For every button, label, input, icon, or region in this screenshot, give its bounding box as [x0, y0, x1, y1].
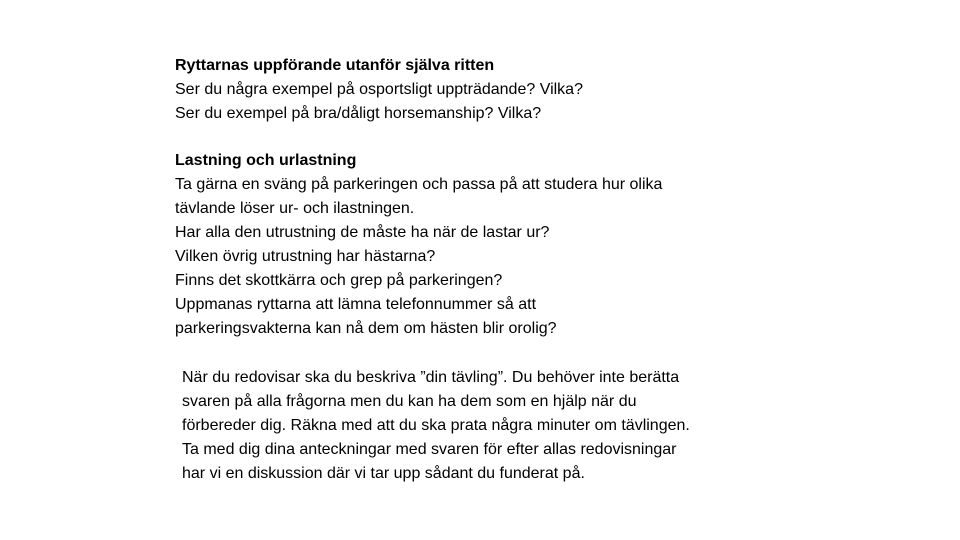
section-behaviour — [175, 54, 583, 126]
question-line: tävlande löser ur- och ilastningen. — [175, 200, 415, 217]
question-line: Uppmanas ryttarna att lämna telefonnummer så att — [175, 296, 537, 313]
question-line: Har alla den utrustning de måste ha när de lastar ur? — [175, 224, 550, 241]
instruction-line: svaren på alla frågorna men du kan ha dem som en hjälp när du — [182, 393, 637, 410]
instruction-line: Ta med dig dina anteckningar med svaren för efter allas redovisningar — [182, 441, 677, 458]
instruction-line: har vi en diskussion där vi tar upp sådant du funderat på. — [182, 465, 585, 482]
instruction-line: förbereder dig. Räkna med att du ska prata några minuter om tävlingen. — [182, 417, 690, 434]
question-line: Finns det skottkärra och grep på parkeringen? — [175, 272, 503, 289]
section-instructions — [182, 366, 690, 486]
section-loading — [175, 149, 662, 341]
section-heading: Lastning och urlastning — [175, 152, 357, 169]
question-line: Ta gärna en sväng på parkeringen och passa på att studera hur olika — [175, 176, 663, 193]
question-line: Vilken övrig utrustning har hästarna? — [175, 248, 436, 265]
question-line: Ser du exempel på bra/dåligt horsemanship? Vilka? — [175, 105, 542, 122]
question-line: parkeringsvakterna kan nå dem om hästen blir orolig? — [175, 320, 557, 337]
section-heading: Ryttarnas uppförande utanför själva ritten — [175, 57, 495, 74]
instruction-line: När du redovisar ska du beskriva ”din tävling”. Du behöver inte berätta — [182, 369, 680, 386]
question-line: Ser du några exempel på osportsligt uppträdande? Vilka? — [175, 81, 583, 98]
